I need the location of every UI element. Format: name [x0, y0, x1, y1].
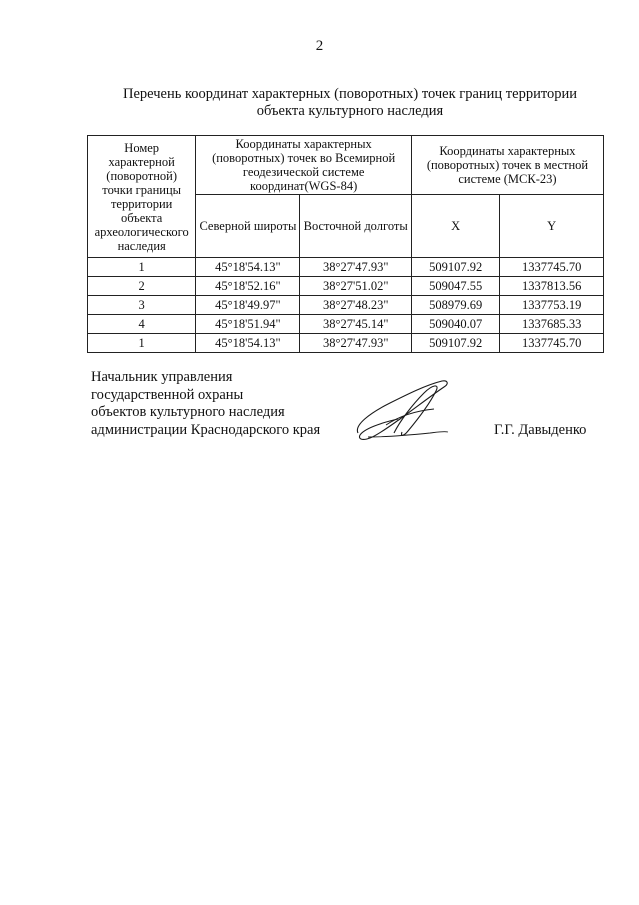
signatory-position-line-1: Начальник управления — [91, 369, 233, 385]
cell-point-number: 1 — [88, 334, 196, 353]
table-row — [88, 315, 604, 334]
cell-longitude: 38°27'45.14" — [300, 315, 411, 334]
cell-x: 509107.92 — [411, 334, 499, 353]
cell-longitude: 38°27'48.23" — [300, 296, 411, 315]
cell-point-number: 3 — [88, 296, 196, 315]
table-row — [88, 277, 604, 296]
header-point-number: Номер характерной (поворотной) точки границы территории объекта археологического наследия — [88, 136, 196, 258]
signatory-position-line-2: государственной охраны — [91, 386, 244, 403]
cell-x: 509047.55 — [411, 277, 499, 296]
cell-x: 509107.92 — [411, 258, 499, 277]
document-title — [60, 86, 639, 120]
cell-latitude: 45°18'54.13" — [196, 334, 300, 353]
header-east: Восточной долготы — [300, 195, 411, 258]
cell-y: 1337745.70 — [500, 334, 604, 353]
signatory-position-line-4: администрации Краснодарского края — [91, 421, 321, 438]
signatory-name: Г.Г. Давыденко — [494, 422, 587, 438]
handwritten-signature-icon — [350, 375, 450, 445]
cell-x: 509040.07 — [411, 315, 499, 334]
table-row — [88, 334, 604, 353]
cell-y: 1337813.56 — [500, 277, 604, 296]
cell-point-number: 1 — [88, 258, 196, 277]
header-local-group: Координаты характерных (поворотных) точек в местной системе (МСК-23) — [411, 136, 603, 195]
signatory-position — [91, 369, 320, 439]
cell-latitude: 45°18'51.94" — [196, 315, 300, 334]
cell-y: 1337753.19 — [500, 296, 604, 315]
cell-longitude: 38°27'51.02" — [300, 277, 411, 296]
header-x: X — [411, 195, 499, 258]
table-header-row-1 — [88, 136, 604, 195]
signatory-position-line-3: объектов культурного наследия — [91, 404, 285, 420]
document-title-line-1: Перечень координат характерных (поворотных) точек границ территории — [122, 86, 578, 102]
cell-latitude: 45°18'54.13" — [196, 258, 300, 277]
cell-y: 1337685.33 — [500, 315, 604, 334]
cell-y: 1337745.70 — [500, 258, 604, 277]
table-row — [88, 258, 604, 277]
cell-latitude: 45°18'52.16" — [196, 277, 300, 296]
header-y: Y — [500, 195, 604, 258]
document-title-line-2: объекта культурного наследия — [256, 103, 444, 119]
coordinates-table — [87, 135, 604, 353]
cell-latitude: 45°18'49.97" — [196, 296, 300, 315]
cell-x: 508979.69 — [411, 296, 499, 315]
cell-point-number: 2 — [88, 277, 196, 296]
page-number: 2 — [315, 38, 324, 54]
cell-longitude: 38°27'47.93" — [300, 334, 411, 353]
cell-point-number: 4 — [88, 315, 196, 334]
table-row — [88, 296, 604, 315]
header-wgs-group: Координаты характерных (поворотных) точек во Всемирной геодезической системе координат(WGS-84) — [196, 136, 412, 195]
header-north: Северной широты — [196, 195, 300, 258]
cell-longitude: 38°27'47.93" — [300, 258, 411, 277]
